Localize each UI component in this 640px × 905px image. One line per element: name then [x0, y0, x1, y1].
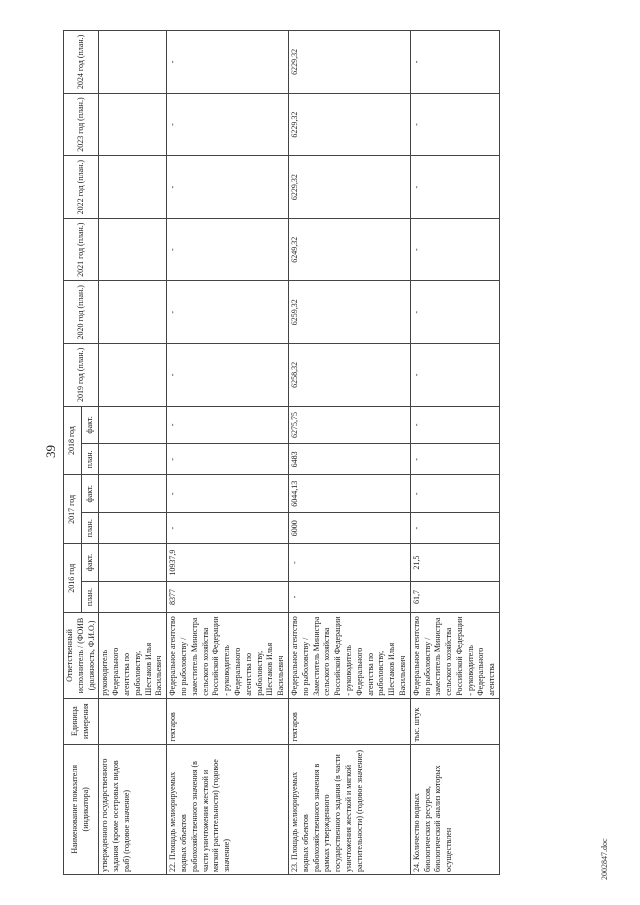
value-cell: - [167, 281, 289, 344]
responsible-cell: Федеральное агентство по рыболовству / заместитель Министра сельского хозяйства Российской Федерации - руководитель Федерального агентства [410, 613, 499, 699]
value-cell [99, 156, 167, 219]
value-cell: - [410, 406, 499, 444]
unit-cell [99, 698, 167, 744]
indicator-cell: утвержденного государственного задания (кроме осетровых видов рыб) (годовое значение) [99, 744, 167, 874]
header-2024: 2024 год (план.) [64, 31, 99, 94]
value-cell: - [167, 406, 289, 444]
header-2017-fact: факт. [81, 475, 99, 513]
indicator-cell: 24. Количество водных биологических ресурсов, биологический анализ которых осуществлен [410, 744, 499, 874]
value-cell: - [167, 344, 289, 407]
value-cell: - [410, 513, 499, 544]
value-cell: - [410, 444, 499, 475]
value-cell [99, 31, 167, 94]
unit-cell: тыс. штук [410, 698, 499, 744]
responsible-cell: Федеральное агентство по рыболовству / Заместитель Министра сельского хозяйства Российской Федерации - руководитель Федерального агентства по рыболовству, Шестаков Илья Васильевич [288, 613, 410, 699]
header-2020: 2020 год (план.) [64, 281, 99, 344]
value-cell: - [410, 156, 499, 219]
value-cell [99, 513, 167, 544]
table-row [288, 31, 410, 875]
table-row [167, 31, 289, 875]
value-cell: - [410, 344, 499, 407]
value-cell: 6044,13 [288, 475, 410, 513]
responsible-cell: Федеральное агентство по рыболовству / заместитель Министра сельского хозяйства Российской Федерации - руководитель Федерального агентства по рыболовству, Шестаков Илья Васильевич [167, 613, 289, 699]
header-unit: Единица измерения [64, 698, 99, 744]
value-cell [99, 475, 167, 513]
value-cell: - [167, 93, 289, 156]
value-cell [99, 281, 167, 344]
header-2023: 2023 год (план.) [64, 93, 99, 156]
value-cell: 8377 [167, 581, 289, 612]
value-cell: - [167, 156, 289, 219]
value-cell: - [288, 544, 410, 582]
header-2022: 2022 год (план.) [64, 156, 99, 219]
header-2016-fact: факт. [81, 544, 99, 582]
indicator-cell: 22. Площадь мелиорируемых водных объектов рыбохозяйственного значения (в части уничтожения жесткой и мягкой растительности) (годовое значение) [167, 744, 289, 874]
value-cell [99, 93, 167, 156]
value-cell: 6229,32 [288, 156, 410, 219]
value-cell: 61,7 [410, 581, 499, 612]
value-cell: - [167, 218, 289, 281]
header-2017: 2017 год [64, 475, 82, 544]
value-cell: - [167, 444, 289, 475]
value-cell: - [410, 218, 499, 281]
header-2017-plan: план. [81, 513, 99, 544]
value-cell: - [410, 93, 499, 156]
header-2016: 2016 год [64, 544, 82, 613]
value-cell: 6483 [288, 444, 410, 475]
value-cell: 6275,75 [288, 406, 410, 444]
unit-cell: гектаров [288, 698, 410, 744]
value-cell: - [167, 475, 289, 513]
value-cell: 6258,32 [288, 344, 410, 407]
header-responsible: Ответственный исполнитель / (ФОИВ (должность, Ф.И.О.) [64, 613, 99, 699]
footer-filename: 2002847.doc [600, 838, 609, 880]
header-indicator: Наименование показателя (индикатора) [64, 744, 99, 874]
header-2021: 2021 год (план.) [64, 218, 99, 281]
value-cell [99, 444, 167, 475]
header-2018-fact: факт. [81, 406, 99, 444]
value-cell [99, 406, 167, 444]
value-cell: 6229,32 [288, 31, 410, 94]
indicator-table-wrapper [63, 30, 583, 875]
table-row [410, 31, 499, 875]
value-cell: 6229,32 [288, 93, 410, 156]
header-2018-plan: план. [81, 444, 99, 475]
page-number: 39 [43, 445, 58, 458]
value-cell: 6249,32 [288, 218, 410, 281]
indicator-cell: 23. Площадь мелиорируемых водных объектов рыбохозяйственного значения в рамках утвержденного государственного задания (в части уничтожения жесткой и мягкой растительности) (годовое значение) [288, 744, 410, 874]
value-cell: - [410, 475, 499, 513]
value-cell: 6259,32 [288, 281, 410, 344]
value-cell [99, 344, 167, 407]
header-2016-plan: план. [81, 581, 99, 612]
responsible-cell: руководитель Федерального агентства по рыболовству, Шестаков Илья Васильевич [99, 613, 167, 699]
value-cell [99, 544, 167, 582]
value-cell: 21,5 [410, 544, 499, 582]
unit-cell: гектаров [167, 698, 289, 744]
value-cell: - [167, 513, 289, 544]
table-row [99, 31, 167, 875]
value-cell: - [288, 581, 410, 612]
value-cell: 6000 [288, 513, 410, 544]
header-2018: 2018 год [64, 406, 82, 475]
value-cell: - [410, 281, 499, 344]
value-cell: - [410, 31, 499, 94]
value-cell [99, 581, 167, 612]
table-body [99, 31, 500, 875]
header-2019: 2019 год (план.) [64, 344, 99, 407]
value-cell: 10937,9 [167, 544, 289, 582]
indicator-table [63, 30, 500, 875]
value-cell [99, 218, 167, 281]
value-cell: - [167, 31, 289, 94]
